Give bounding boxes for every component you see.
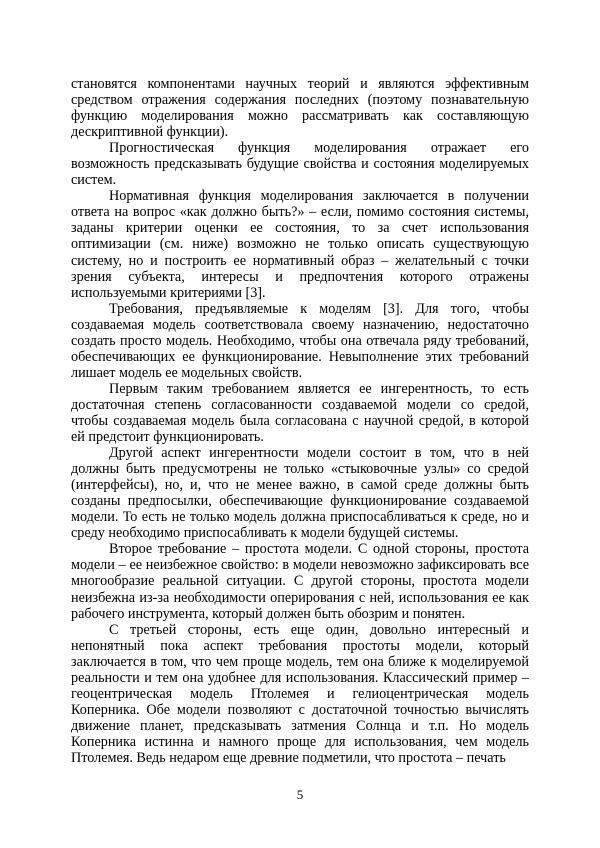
paragraph-normative-function: Нормативная функция моделирования заключается в получении ответа на вопрос «как должно быть?» – если, помимо состояния системы, заданы критерии оценки ее состояния, то за счет использования оптимизации (см. ниже) возможно не только описать существующую систему, но и построить ее нормативный образ – желательный с точки зрения субъекта, интересы и предпочтения которого отражены используемыми критериями [3]. xyxy=(71,188,529,301)
page-number: 5 xyxy=(296,787,304,802)
paragraph-inherence-aspect: Другой аспект ингерентности модели состоит в том, что в ней должны быть предусмотрены не только «стыковочные узлы» со средой (интерфейсы), но, и, что не менее важно, в самой среде должны быть созданы предпосылки, обеспечивающие функционирование создаваемой модели. То есть не только модель должна приспосабливаться к среде, но и среду необходимо приспосабливать к модели будущей системы. xyxy=(71,445,529,542)
paragraph-continuation: становятся компонентами научных теорий и являются эффективным средством отражения содержания последних (поэтому познавательную функцию моделирования можно рассматривать как составляющую дескриптивной функции). xyxy=(71,76,529,141)
page-body xyxy=(71,76,529,766)
paragraph-inherence: Первым таким требованием является ее ингерентность, то есть достаточная степень согласованности создаваемой модели со средой, чтобы создаваемая модель была согласована с научной средой, в которой ей предстоит функционировать. xyxy=(71,380,529,446)
paragraph-model-requirements: Требования, предъявляемые к моделям [3]. Для того, чтобы создаваемая модель соответствовала своему назначению, недостаточно создать просто модель. Необходимо, чтобы она отвечала ряду требований, обеспечивающих ее функционирование. Невыполнение этих требований лишает модель ее модельных свойств. xyxy=(71,300,529,381)
paragraph-third-aspect: С третьей стороны, есть еще один, довольно интересный и непонятный пока аспект требования простоты модели, который заключается в том, что чем проще модель, тем она ближе к моделируемой реальности и тем она удобнее для использования. Классический пример – геоцентрическая модель Птолемея и гелиоцентрическая модель Коперника. Обе модели позволяют с достаточной точностью вычислять движение планет, предсказывать затмения Солнца и т.п. Но модель Коперника истинна и намного проще для использования, чем модель Птолемея. Ведь недаром еще древние подметили, что простота – печать xyxy=(71,621,529,766)
paragraph-prognostic-function: Прогностическая функция моделирования отражает его возможность предсказывать будущие свойства и состояния моделируемых систем. xyxy=(71,140,529,189)
paragraph-simplicity: Второе требование – простота модели. С одной стороны, простота модели – ее неизбежное свойство: в модели невозможно зафиксировать все многообразие реальной ситуации. С другой стороны, простота модели неизбежна из-за необходимости оперирования с ней, использования ее как рабочего инструмента, который должен быть обозрим и понятен. xyxy=(71,541,529,622)
